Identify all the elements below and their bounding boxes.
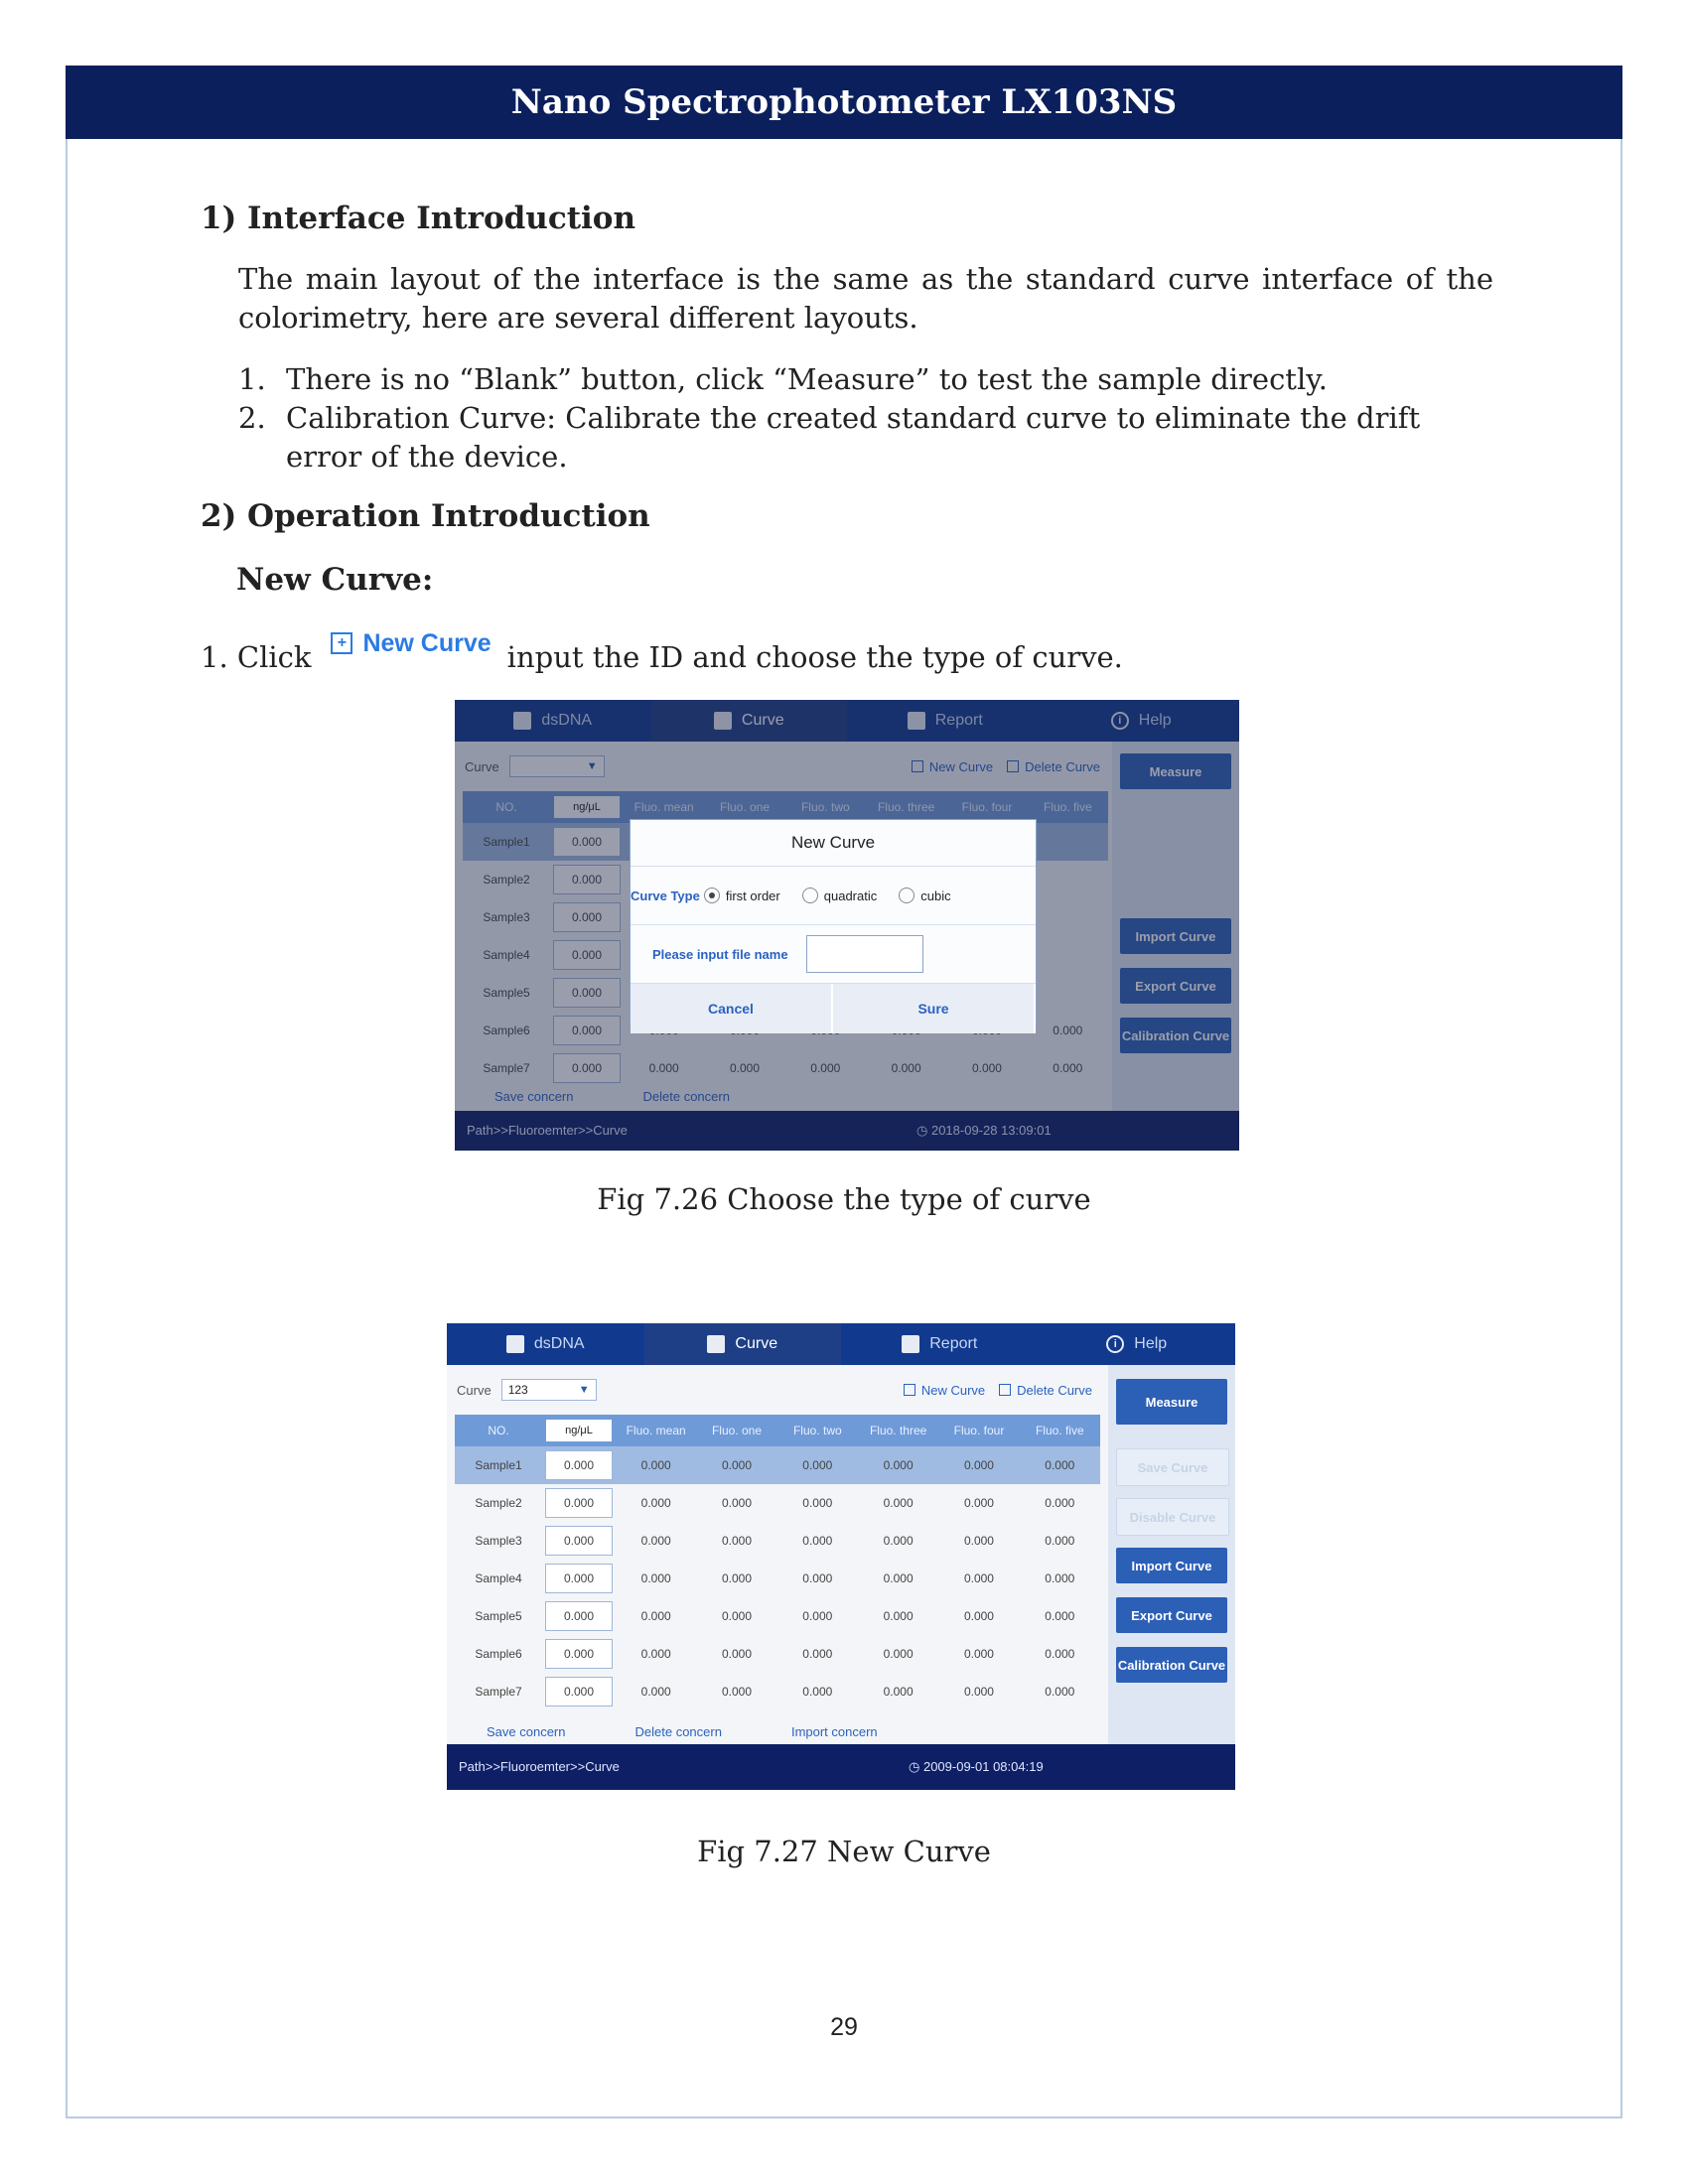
table-cell: 0.000	[1045, 1647, 1075, 1661]
table-row[interactable]	[455, 1673, 1100, 1710]
dialog-buttons	[631, 984, 1036, 1033]
export-curve-button[interactable]: Export Curve	[1120, 968, 1231, 1004]
table-cell: 0.000	[802, 1458, 833, 1472]
sample-name: Sample1	[475, 1458, 522, 1472]
concentration-input[interactable]: 0.000	[553, 1053, 621, 1083]
table-cell: 0.000	[640, 1609, 671, 1623]
table-cell: 0.000	[810, 1061, 841, 1075]
curve-type-label: Curve Type	[631, 887, 700, 903]
table-cell: 0.000	[1045, 1685, 1075, 1699]
table-cell: 0.000	[640, 1647, 671, 1661]
table-cell: 0.000	[721, 1647, 752, 1661]
table-cell: 0.000	[640, 1458, 671, 1472]
table-cell: 0.000	[1045, 1458, 1075, 1472]
plus-box-icon: +	[331, 632, 352, 654]
section-heading-interface: 1) Interface Introduction	[201, 201, 636, 236]
unit-label: ng/μL	[546, 1420, 612, 1441]
sample-name: Sample4	[475, 1571, 522, 1585]
intro-paragraph: The main layout of the interface is the same as the standard curve interface of the colorimetry, here are several different layouts.	[238, 262, 1493, 335]
chart-icon	[707, 1335, 725, 1353]
table-cell: 0.000	[721, 1458, 752, 1472]
column-header: Fluo. two	[800, 800, 850, 814]
table-cell: 0.000	[648, 1061, 679, 1075]
concentration-input[interactable]: 0.000	[545, 1639, 613, 1669]
list-text: There is no “Blank” button, click “Measure” to test the sample directly.	[286, 362, 1328, 396]
radio-quadratic[interactable]	[802, 887, 877, 903]
table-cell: 0.000	[883, 1571, 914, 1585]
table-cell: 0.000	[729, 1061, 760, 1075]
new-curve-button[interactable]	[904, 1383, 985, 1398]
concentration-cell[interactable]	[542, 1677, 616, 1706]
table-cell: 0.000	[971, 1061, 1002, 1075]
table-row[interactable]	[455, 1522, 1100, 1560]
concentration-input[interactable]: 0.000	[545, 1488, 613, 1518]
figure-caption: Fig 7.26 Choose the type of curve	[597, 1182, 1091, 1216]
table-cell: 0.000	[883, 1534, 914, 1548]
curve-toolbar	[457, 1375, 1092, 1405]
sample-name: Sample2	[475, 1496, 522, 1510]
tab-label: Help	[1138, 712, 1172, 729]
tab-dsdna[interactable]	[447, 1323, 644, 1365]
tab-bar	[447, 1323, 1235, 1365]
step-prefix: 1. Click	[201, 640, 312, 674]
sample-name: Sample3	[483, 910, 530, 924]
table-cell: 0.000	[802, 1571, 833, 1585]
radio-icon	[802, 887, 818, 903]
table-cell: 0.000	[721, 1571, 752, 1585]
sample-name: Sample6	[483, 1024, 530, 1037]
curve-select-value: 123	[507, 1383, 528, 1397]
tab-help[interactable]	[1039, 1323, 1236, 1365]
table-cell: 0.000	[721, 1496, 752, 1510]
concentration-input[interactable]: 0.000	[545, 1526, 613, 1556]
table-cell: 0.000	[883, 1647, 914, 1661]
tab-label: Report	[929, 1335, 978, 1352]
measure-button[interactable]: Measure	[1120, 753, 1231, 789]
document-header: Nano Spectrophotometer LX103NS	[66, 66, 1622, 139]
timestamp: ◷ 2018-09-28 13:09:01	[916, 1123, 1052, 1138]
delete-curve-label: Delete Curve	[1025, 758, 1100, 774]
list-number: 1.	[238, 362, 266, 396]
concentration-input[interactable]: 0.000	[553, 1016, 621, 1045]
table-cell: 0.000	[640, 1534, 671, 1548]
sample-name: Sample6	[475, 1647, 522, 1661]
concentration-input[interactable]: 0.000	[545, 1601, 613, 1631]
unit-label: ng/μL	[554, 796, 620, 818]
table-cell: 0.000	[963, 1609, 994, 1623]
table-row[interactable]	[455, 1446, 1100, 1484]
table-row[interactable]	[455, 1635, 1100, 1673]
dropdown-arrow-icon: ▼	[578, 1384, 590, 1396]
figure-caption: Fig 7.27 New Curve	[697, 1835, 991, 1868]
table-cell: 0.000	[883, 1685, 914, 1699]
concentration-input[interactable]: 0.000	[553, 865, 621, 894]
figure-7-26-screenshot	[455, 700, 1239, 1151]
list-text: Calibration Curve: Calibrate the created standard curve to eliminate the drift error of the device.	[286, 401, 1421, 474]
sample-table	[455, 1415, 1100, 1710]
sample-name: Sample2	[483, 873, 530, 887]
table-cell: 0.000	[963, 1534, 994, 1548]
table-cell: 0.000	[721, 1534, 752, 1548]
radio-cubic[interactable]	[899, 887, 950, 903]
calibration-curve-button[interactable]: Calibration Curve	[1120, 1018, 1231, 1053]
concentration-input[interactable]: 0.000	[545, 1450, 613, 1480]
dropdown-arrow-icon: ▼	[586, 760, 598, 772]
delete-curve-label: Delete Curve	[1017, 1382, 1092, 1398]
table-cell: 0.000	[1053, 1024, 1083, 1037]
radio-label: cubic	[920, 887, 951, 903]
column-header: Fluo. five	[1035, 1424, 1084, 1437]
sample-name: Sample3	[475, 1534, 522, 1548]
sample-name: Sample4	[483, 948, 530, 962]
cancel-button[interactable]: Cancel	[631, 984, 833, 1033]
column-header: Fluo. two	[792, 1424, 842, 1437]
column-header: NO.	[488, 1424, 509, 1437]
table-row[interactable]	[455, 1560, 1100, 1597]
list-item	[238, 399, 1493, 477]
concentration-input[interactable]: 0.000	[545, 1677, 613, 1706]
table-cell: 0.000	[883, 1458, 914, 1472]
table-cell: 0.000	[883, 1496, 914, 1510]
concentration-input[interactable]: 0.000	[553, 978, 621, 1008]
radio-first-order[interactable]	[704, 887, 780, 903]
dialog-title: New Curve	[631, 820, 1036, 867]
table-row[interactable]	[455, 1484, 1100, 1522]
unit-select[interactable]	[542, 1420, 616, 1441]
column-header: Fluo. mean	[633, 800, 694, 814]
table-cell: 0.000	[640, 1571, 671, 1585]
table-cell: 0.000	[1045, 1609, 1075, 1623]
curve-label: Curve	[465, 758, 499, 774]
new-curve-label: New Curve	[928, 758, 994, 774]
table-header	[455, 1415, 1100, 1446]
timestamp: ◷ 2009-09-01 08:04:19	[909, 1759, 1044, 1774]
column-header: Fluo. one	[719, 800, 771, 814]
concentration-cell[interactable]	[542, 1639, 616, 1669]
tab-label: Report	[934, 712, 983, 729]
tab-label: Help	[1134, 1335, 1168, 1352]
concentration-cell[interactable]	[542, 1601, 616, 1631]
save-curve-button[interactable]: Save Curve	[1116, 1448, 1229, 1486]
table-cell: 0.000	[963, 1571, 994, 1585]
measure-button[interactable]: Measure	[1116, 1379, 1227, 1425]
disable-curve-button[interactable]: Disable Curve	[1116, 1498, 1229, 1536]
step-suffix: input the ID and choose the type of curve.	[506, 640, 1123, 674]
sample-name: Sample5	[475, 1609, 522, 1623]
table-cell: 0.000	[802, 1496, 833, 1510]
column-header: Fluo. four	[961, 800, 1013, 814]
delete-concern-button[interactable]: Delete concern	[634, 1724, 722, 1739]
radio-label: first order	[725, 887, 780, 903]
column-header: Fluo. three	[869, 1424, 927, 1437]
tab-label: Curve	[735, 1335, 778, 1352]
info-icon: i	[1111, 712, 1129, 730]
export-curve-button[interactable]: Export Curve	[1116, 1597, 1227, 1633]
tab-label: dsDNA	[533, 1335, 585, 1352]
sample-name: Sample5	[483, 986, 530, 1000]
concentration-cell[interactable]	[542, 1564, 616, 1593]
radio-icon	[899, 887, 914, 903]
concentration-cell[interactable]	[542, 1450, 616, 1480]
tab-report[interactable]	[841, 1323, 1039, 1365]
table-cell: 0.000	[963, 1647, 994, 1661]
import-concern-button[interactable]: Import concern	[790, 1724, 878, 1739]
table-cell: 0.000	[1045, 1571, 1075, 1585]
status-bar	[447, 1744, 1235, 1790]
curve-select[interactable]	[501, 1379, 597, 1401]
path-text: Path>>Fluoroemter>>Curve	[467, 1123, 628, 1138]
table-cell: 0.000	[640, 1496, 671, 1510]
figure-7-27-screenshot	[447, 1323, 1235, 1790]
import-curve-button[interactable]: Import Curve	[1116, 1548, 1227, 1583]
table-cell: 0.000	[802, 1685, 833, 1699]
list-number: 2.	[238, 401, 266, 435]
file-name-label: Please input file name	[652, 946, 788, 962]
table-cell: 0.000	[963, 1685, 994, 1699]
page-number: 29	[830, 2013, 858, 2041]
sample-name: Sample7	[475, 1685, 522, 1699]
concentration-input[interactable]: 0.000	[553, 827, 621, 857]
sample-name: Sample7	[483, 1061, 530, 1075]
table-cell: 0.000	[963, 1496, 994, 1510]
table-cell: 0.000	[1045, 1534, 1075, 1548]
table-cell: 0.000	[721, 1609, 752, 1623]
timestamp-value: 2018-09-28 13:09:01	[930, 1123, 1052, 1138]
tab-label: Curve	[741, 712, 784, 729]
concern-links	[487, 1724, 878, 1739]
timestamp-value: 2009-09-01 08:04:19	[922, 1759, 1044, 1774]
concentration-input[interactable]: 0.000	[545, 1564, 613, 1593]
file-name-input[interactable]	[806, 935, 923, 973]
table-cell: 0.000	[1045, 1496, 1075, 1510]
report-icon	[902, 1335, 919, 1353]
table-cell: 0.000	[802, 1647, 833, 1661]
file-name-row	[631, 925, 1036, 984]
import-curve-button[interactable]: Import Curve	[1120, 918, 1231, 954]
concentration-input[interactable]: 0.000	[553, 902, 621, 932]
tab-curve[interactable]	[644, 1323, 842, 1365]
concentration-input[interactable]: 0.000	[553, 940, 621, 970]
delete-curve-button[interactable]	[999, 1383, 1092, 1398]
sample-name: Sample1	[483, 835, 530, 849]
table-cell: 0.000	[891, 1061, 921, 1075]
calibration-curve-button[interactable]: Calibration Curve	[1116, 1647, 1227, 1683]
delete-concern-button[interactable]: Delete concern	[642, 1089, 730, 1104]
plus-box-icon	[904, 1384, 915, 1396]
curve-type-row	[631, 867, 1036, 925]
table-cell: 0.000	[802, 1609, 833, 1623]
section-heading-operation: 2) Operation Introduction	[201, 498, 650, 534]
dsdna-icon	[506, 1335, 524, 1353]
info-icon: i	[1106, 1335, 1124, 1353]
radio-selected-icon	[704, 887, 720, 903]
sure-button[interactable]: Sure	[833, 984, 1036, 1033]
column-header: Fluo. one	[711, 1424, 763, 1437]
new-curve-inline-button[interactable]	[331, 629, 491, 658]
path-text: Path>>Fluoroemter>>Curve	[459, 1759, 620, 1774]
column-header: Fluo. five	[1043, 800, 1092, 814]
new-curve-label: New Curve	[920, 1382, 986, 1398]
trash-icon	[999, 1384, 1011, 1396]
curve-label: Curve	[457, 1382, 492, 1398]
new-curve-inline-label: New Curve	[362, 628, 492, 657]
table-cell: 0.000	[963, 1458, 994, 1472]
column-header: Fluo. three	[877, 800, 935, 814]
list-item	[238, 360, 1493, 399]
radio-label: quadratic	[823, 887, 878, 903]
tab-label: dsDNA	[541, 712, 593, 729]
column-header: NO.	[495, 800, 517, 814]
table-row[interactable]	[455, 1597, 1100, 1635]
concentration-cell[interactable]	[542, 1488, 616, 1518]
column-header: Fluo. four	[953, 1424, 1005, 1437]
table-cell: 0.000	[802, 1534, 833, 1548]
column-header: Fluo. mean	[626, 1424, 686, 1437]
table-cell: 0.000	[640, 1685, 671, 1699]
step-instruction	[201, 628, 1123, 674]
concentration-cell[interactable]	[542, 1526, 616, 1556]
save-concern-button[interactable]: Save concern	[494, 1089, 574, 1104]
new-curve-dialog	[630, 819, 1037, 1025]
side-panel	[1108, 1365, 1235, 1750]
table-cell: 0.000	[721, 1685, 752, 1699]
subheading-new-curve: New Curve:	[236, 562, 434, 598]
table-cell: 0.000	[1053, 1061, 1083, 1075]
table-cell: 0.000	[883, 1609, 914, 1623]
save-concern-button[interactable]: Save concern	[487, 1724, 566, 1739]
